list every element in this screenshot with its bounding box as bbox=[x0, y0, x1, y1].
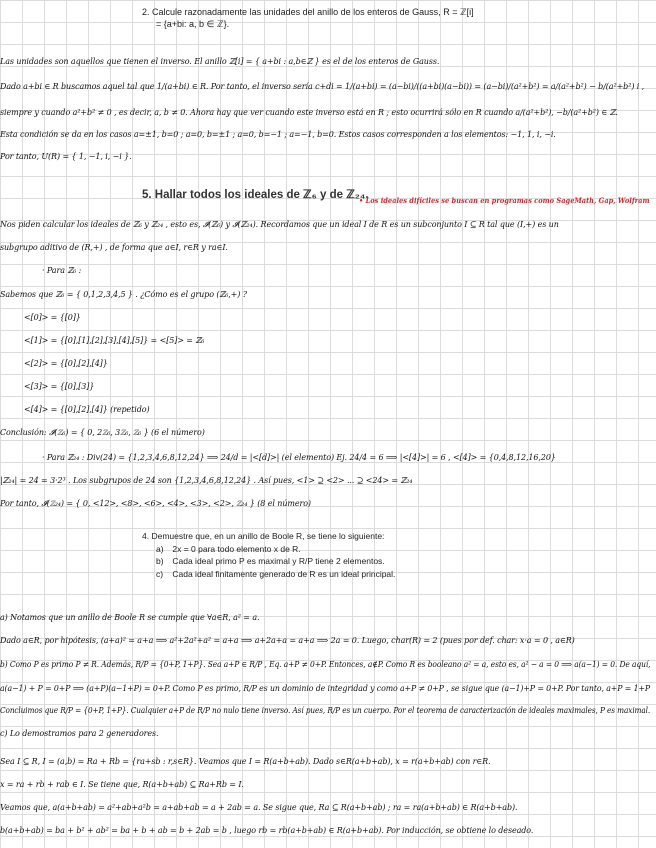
answer-5-line-9: <[4]> = {[0],[2],[4]} (repetido) bbox=[24, 405, 150, 414]
answer-5-line-8: <[3]> = {[0],[3]} bbox=[24, 382, 95, 391]
answer-2-line-5: Por tanto, U(R) = { 1, −1, i, −i }. bbox=[0, 152, 132, 161]
answer-5-line-5: <[0]> = {[0]} bbox=[24, 313, 81, 322]
item-text: Cada ideal primo P es maximal y R/P tiene 2 elementos. bbox=[172, 556, 385, 566]
answer-4-line-2: Dado a∈R, por hipótesis, (a+a)² = a+a ⟹ a²+2a²+a² = a+a ⟹ a+2a+a = a+a ⟹ 2a = 0. Luego, char(R) = 2 (pues por def. char: x·a = 0 , a∈R) bbox=[0, 636, 575, 645]
exercise-4-item-c bbox=[142, 568, 395, 581]
answer-4-line-5: Concluimos que R/P = {0+P, 1+P}. Cualquier a+P de R/P no nulo tiene inverso. Así pues, R/P es un cuerpo. Por el teorema de caracterización de ideales maximales, P es maximal. bbox=[0, 706, 651, 715]
answer-5-line-12: |ℤ₂₄| = 24 = 3·2³ . Los subgrupos de 24 son {1,2,3,4,6,8,12,24} . Así pues, <1> ⊇ <2> ... ⊇ <24> = ℤ₂₄ bbox=[0, 476, 413, 485]
answer-5-line-3: · Para ℤ₆ : bbox=[42, 266, 82, 275]
answer-4-line-3: b) Como P es primo P ≠ R. Además, R/P = {0+P, 1+P}. Sea a+P ∈ R/P , Eq. a+P ≠ 0+P. Entonces, a∉P. Como R es booleano a² = a, esto es, a² − a = 0 ⟹ a(a−1) = 0. De aquí, bbox=[0, 660, 651, 669]
item-text: 2x = 0 para todo elemento x de R. bbox=[172, 543, 301, 554]
answer-5-line-2: subgrupo aditivo de (R,+) , de forma que a∈I, r∈R y ra∈I. bbox=[0, 243, 228, 252]
answer-4-line-6: c) Lo demostramos para 2 generadores. bbox=[0, 729, 159, 738]
answer-5-line-10: Conclusión: 𝓘(ℤ₆) = { 0, 2ℤ₆, 3ℤ₆, ℤ₆ } (6 el número) bbox=[0, 428, 205, 437]
item-label: b) bbox=[156, 556, 164, 566]
item-label: a) bbox=[156, 543, 164, 554]
answer-4-line-1: a) Notamos que un anillo de Boole R se cumple que ∀a∈R, a² = a. bbox=[0, 613, 260, 622]
answer-5-line-1: Nos piden calcular los ideales de ℤ₆ y ℤ₂₄ , esto es, 𝓘(ℤ₆) y 𝓘(ℤ₂₄). Recordamos que un ideal I de R es un subconjunto I ⊆ R tal que (I,+) es un bbox=[0, 220, 559, 229]
answer-4-line-4: a(a−1) + P = 0+P ⟹ (a+P)(a−1+P) = 0+P. Como P es primo, R/P es un dominio de integridad y como a+P ≠ 0+P , se sigue que (a−1)+P = 0+P. Por tanto, a+P = 1+P bbox=[0, 684, 651, 693]
answer-5-line-11: · Para ℤ₂₄ : Div(24) = {1,2,3,4,6,8,12,24} ⟹ 24/d = |<[d]>| (el elemento) Ej. 24/4 = 6 ⟹ |<[4]>| = 6 , <[4]> = {0,4,8,12,16,20} bbox=[42, 453, 556, 462]
answer-4-line-7: Sea I ⊆ R, I = (a,b) = Ra + Rb = {ra+sb : r,s∈R}. Veamos que I = R(a+b+ab). Dado s∈R(a+b+ab), x = r(a+b+ab) con r∈R. bbox=[0, 757, 491, 766]
exercise-4-statement bbox=[142, 530, 395, 580]
answer-2-line-2: Dado a+bi ∈ R buscamos aquel tal que 1/(a+bi) ∈ R. Por tanto, el inverso sería c+di = 1/(a+bi) = (a−bi)/((a+bi)(a−bi)) = (a−bi)/(a²+b²) = a/(a²+b²) − b/(a²+b²) i , bbox=[0, 82, 645, 91]
item-text: Cada ideal finitamente generado de R es un ideal principal. bbox=[172, 568, 396, 579]
answer-5-line-6: <[1]> = {[0],[1],[2],[3],[4],[5]} = <[5]> = ℤ₆ bbox=[24, 336, 205, 345]
exercise-4-item-b bbox=[142, 555, 395, 568]
answer-4-line-10: b(a+b+ab) = ba + b² + ab² = ba + b + ab = b + 2ab = b , luego rb = rb(a+b+ab) ∈ R(a+b+ab). Por inducción, se obtiene lo deseado. bbox=[0, 826, 534, 835]
answer-2-line-3: siempre y cuando a²+b² ≠ 0 , es decir, a, b ≠ 0. Ahora hay que ver cuando este inverso está en R ; esto ocurrirá sólo en R cuando a/(a²+b²), −b/(a²+b²) ∈ ℤ. bbox=[0, 108, 618, 117]
answer-4-line-9: Veamos que, a(a+b+ab) = a²+ab+a²b = a+ab+ab = a + 2ab = a. Se sigue que, Ra ⊆ R(a+b+ab) ; ra = ra(a+b+ab) ∈ R(a+b+ab). bbox=[0, 803, 518, 812]
exercise-2-line-1: 2. Calcule razonadamente las unidades del anillo de los enteros de Gauss, R = ℤ[i] bbox=[142, 7, 474, 17]
exercise-2-statement bbox=[142, 6, 474, 30]
answer-5-line-7: <[2]> = {[0],[2],[4]} bbox=[24, 359, 108, 368]
exercise-4-item-a bbox=[142, 543, 395, 556]
answer-5-line-4: Sabemos que ℤ₆ = { 0,1,2,3,4,5 } . ¿Cómo es el grupo (ℤ₆,+) ? bbox=[0, 290, 247, 299]
answer-4-line-8: x = ra + rb + rab ∈ I. Se tiene que, R(a+b+ab) ⊆ Ra+Rb = I. bbox=[0, 780, 244, 789]
item-label: c) bbox=[156, 568, 164, 579]
exercise-4-title: 4. Demuestre que, en un anillo de Boole R, se tiene lo siguiente: bbox=[142, 531, 385, 541]
exercise-2-line-2: = {a+bi: a, b ∈ ℤ}. bbox=[156, 19, 230, 29]
answer-2-line-4: Esta condición se da en los casos a=±1, b=0 ; a=0, b=±1 ; a=0, b=−1 ; a=−1, b=0. Estos casos corresponden a los elementos: −1, 1, i, −i. bbox=[0, 130, 556, 139]
answer-2-line-1: Las unidades son aquellos que tienen el inverso. El anillo ℤ[i] = { a+bi : a,b∈ℤ } es el de los enteros de Gauss. bbox=[0, 57, 440, 66]
red-side-note: • Los ideales difíciles se buscan en programas como SageMath, Gap, Wolfram bbox=[359, 196, 650, 205]
answer-5-line-13: Por tanto, 𝓘(ℤ₂₄) = { 0, <12>, <8>, <6>, <4>, <3>, <2>, ℤ₂₄ } (8 el número) bbox=[0, 499, 311, 508]
exercise-5-title: 5. Hallar todos los ideales de ℤ₆ y de ℤ₂₄. bbox=[142, 189, 369, 201]
